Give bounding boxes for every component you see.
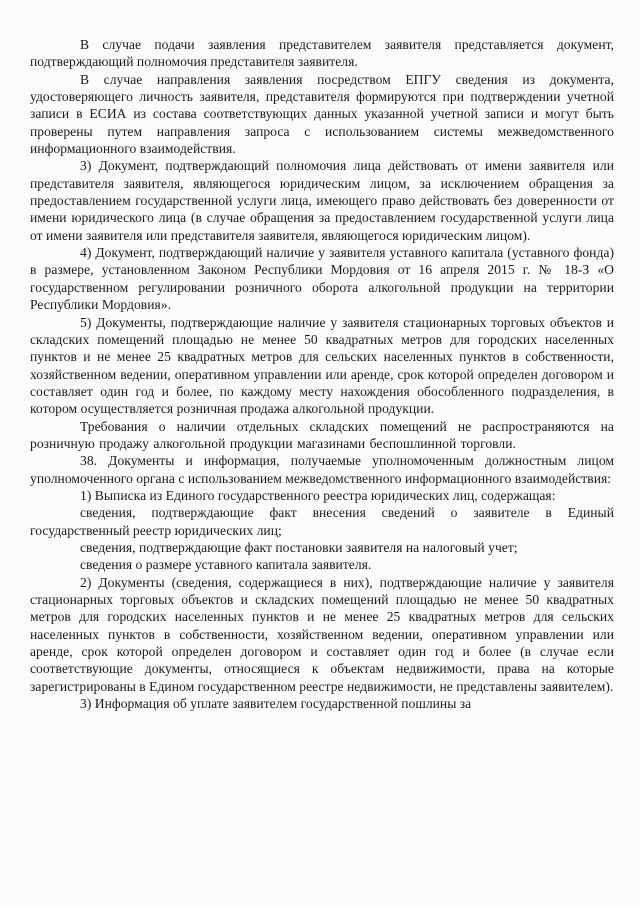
- paragraph-tax-registration-fact: сведения, подтверждающие факт постановки заявителя на налоговый учет;: [80, 539, 518, 555]
- paragraph-item-3-state-fee: 3) Информация об уплате заявителем государственной пошлины за: [80, 696, 472, 712]
- paragraph-registry-entry-fact: сведения, подтверждающие факт внесения сведений о заявителе в Единый государственный реестр юридических лиц;: [30, 505, 614, 538]
- document-page: [30, 36, 614, 712]
- paragraph-item-5-premises: 5) Документы, подтверждающие наличие у заявителя стационарных торговых объектов и складских помещений площадью не менее 50 квадратных метров для городских населенных пунктов и не менее 25 квадратных метров для сельских населенных пунктов в собственности, хозяйственном ведении, оперативном управлении или аренде, срок которой определен договором и составляет один год и более, по каждому месту нахождения обособленного подразделения, в котором осуществляется розничная продажа алкогольной продукции.: [30, 314, 614, 417]
- paragraph-item-4-capital: 4) Документ, подтверждающий наличие у заявителя уставного капитала (уставного фонда) в размере, установленном Законом Республики Мордовия от 16 апреля 2015 г. № 18-З «О государственном регулировании розничного оборота алкогольной продукции на территории Республики Мордовия».: [30, 245, 614, 313]
- paragraph-item-2-premises-docs: 2) Документы (сведения, содержащиеся в них), подтверждающие наличие у заявителя стационарных торговых объектов и складских помещений площадью не менее 50 квадратных метров для городских населенных пунктов и не менее 25 квадратных метров для сельских населенных пунктов в собственности, хозяйственном ведении, оперативном управлении или аренде, срок которой определен договором и составляет один год и более (в случае если соответствующие документы, относящиеся к объектам недвижимости, права на которые зарегистрированы в Едином государственном реестре недвижимости, не представлены заявителем).: [30, 574, 614, 694]
- paragraph-38-interagency: 38. Документы и информация, получаемые уполномоченным должностным лицом уполномоченного органа с использованием межведомственного информационного взаимодействия:: [30, 453, 614, 486]
- paragraph-item-1-registry-extract: 1) Выписка из Единого государственного реестра юридических лиц, содержащая:: [80, 487, 556, 503]
- paragraph-item-3-authority: 3) Документ, подтверждающий полномочия лица действовать от имени заявителя или представителя заявителя, являющегося юридическим лицом, за исключением обращения за предоставлением государственной услуги лица, имеющего право действовать без доверенности от имени юридического лица (в случае обращения за предоставлением государственной услуги лица от имени заявителя или представителя заявителя, являющегося юридическим лицом).: [30, 158, 614, 243]
- paragraph-capital-size: сведения о размере уставного капитала заявителя.: [80, 557, 372, 573]
- paragraph-epgu-identity: В случае направления заявления посредством ЕПГУ сведения из документа, удостоверяющего личность заявителя, представителя формируются при подтверждении учетной записи в ЕСИА из состава соответствующих данных указанной учетной записи и могут быть проверены путем направления запроса с использованием системы межведомственного информационного взаимодействия.: [30, 71, 614, 157]
- paragraph-duty-free-exception: Требования о наличии отдельных складских помещений не распространяются на розничную продажу алкогольной продукции магазинами беспошлинной торговли.: [30, 418, 614, 451]
- paragraph-representative-submission: В случае подачи заявления представителем заявителя представляется документ, подтверждающий полномочия представителя заявителя.: [30, 37, 614, 70]
